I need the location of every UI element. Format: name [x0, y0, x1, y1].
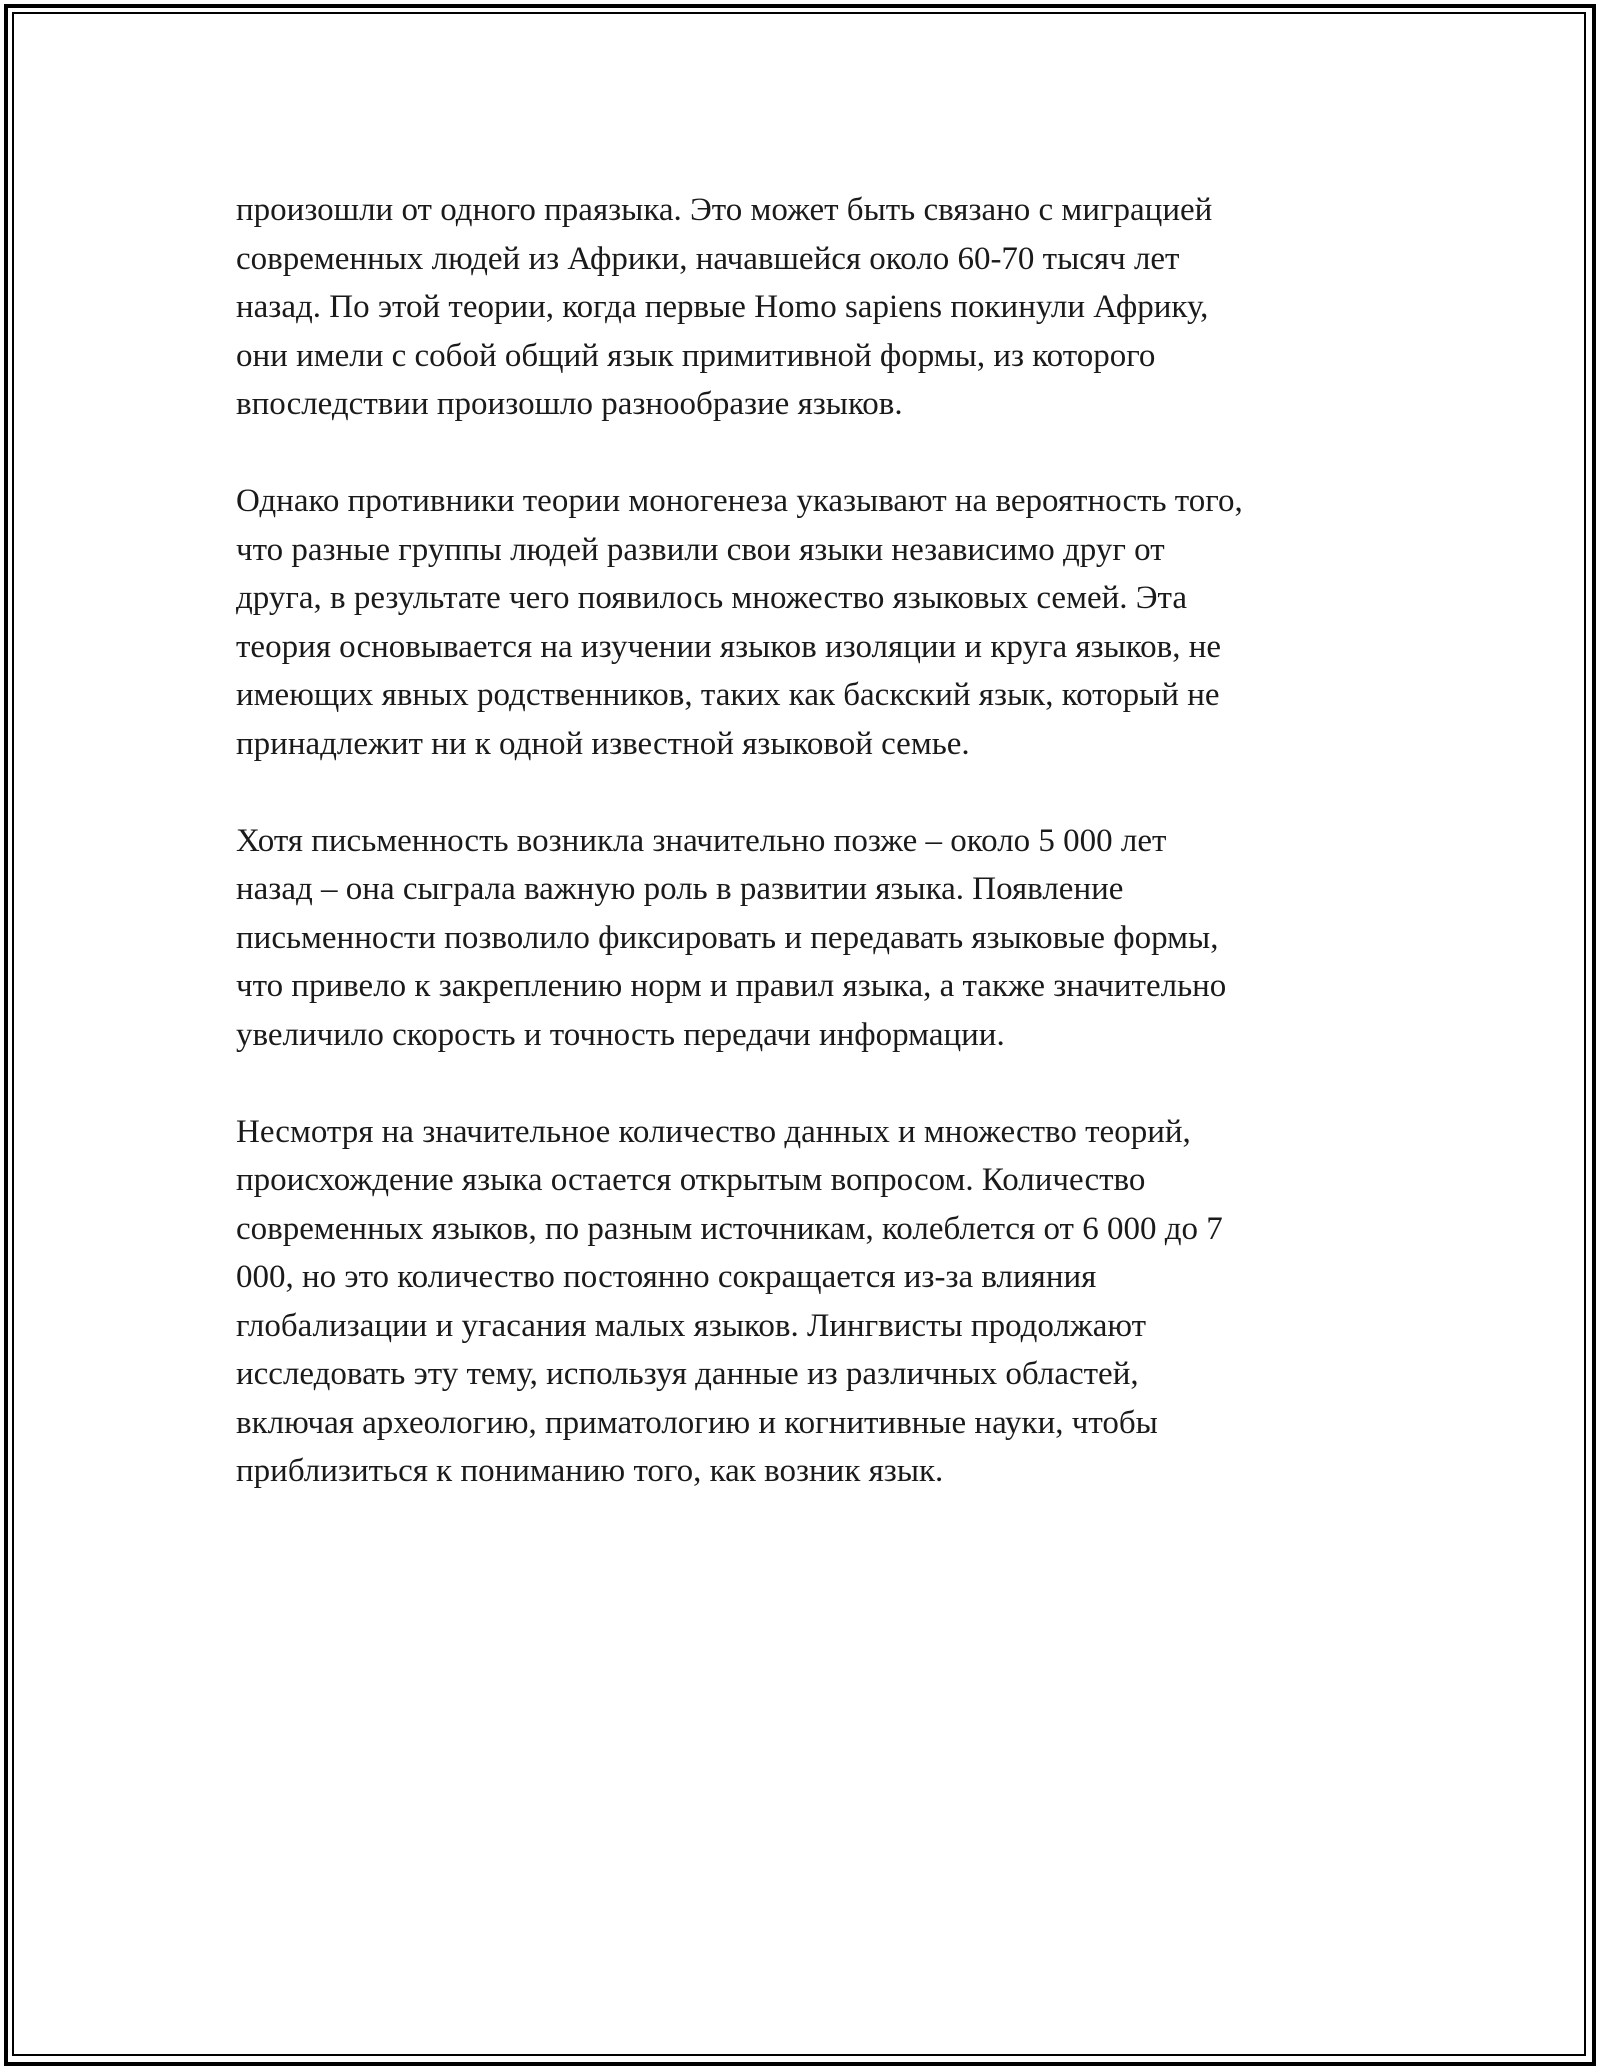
text-line: Хотя письменность возникла значительно позже – около 5 000 лет [236, 822, 1167, 859]
text-line: исследовать эту тему, используя данные из различных областей, [236, 1356, 1139, 1392]
text-line: имеющих явных родственников, таких как баскский язык, который не [236, 677, 1220, 713]
text-line: современных языков, по разным источникам, колеблется от 6 000 до 7 [236, 1210, 1223, 1247]
text-line: увеличило скорость и точность передачи информации. [236, 1016, 1005, 1053]
paragraph-2 [236, 477, 1386, 768]
text-line: произошли от одного праязыка. Это может быть связано с миграцией [236, 192, 1213, 228]
text-line: принадлежит ни к одной известной языковой семье. [236, 725, 970, 762]
text-line: глобализации и угасания малых языков. Лингвисты продолжают [236, 1307, 1147, 1344]
text-line: что привело к закреплению норм и правил языка, а также значительно [236, 968, 1227, 1004]
text-line: происхождение языка остается открытым вопросом. Количество [236, 1162, 1146, 1198]
text-line: Однако противники теории моногенеза указывают на вероятность того, [236, 483, 1243, 519]
text-line: письменности позволило фиксировать и передавать языковые формы, [236, 919, 1219, 956]
text-line: Несмотря на значительное количество данных и множество теорий, [236, 1113, 1191, 1150]
paragraph-1 [236, 186, 1386, 429]
text-line: они имели с собой общий язык примитивной формы, из которого [236, 337, 1156, 374]
paragraph-3 [236, 817, 1386, 1060]
text-line: назад – она сыграла важную роль в развитии языка. Появление [236, 871, 1124, 907]
paragraph-4 [236, 1108, 1386, 1496]
text-line: друга, в результате чего появилось множество языковых семей. Эта [236, 580, 1188, 616]
document-body [236, 186, 1386, 1544]
text-line: приблизиться к пониманию того, как возник язык. [236, 1453, 944, 1489]
text-line: теория основывается на изучении языков изоляции и круга языков, не [236, 628, 1222, 665]
text-line: включая археологию, приматологию и когнитивные науки, чтобы [236, 1404, 1158, 1441]
text-line: 000, но это количество постоянно сокращается из-за влияния [236, 1259, 1097, 1295]
text-line: современных людей из Африки, начавшейся около 60-70 тысяч лет [236, 240, 1180, 277]
text-line: впоследствии произошло разнообразие языков. [236, 386, 903, 422]
text-line: назад. По этой теории, когда первые Homo sapiens покинули Африку, [236, 289, 1209, 325]
text-line: что разные группы людей развили свои языки независимо друг от [236, 531, 1165, 568]
